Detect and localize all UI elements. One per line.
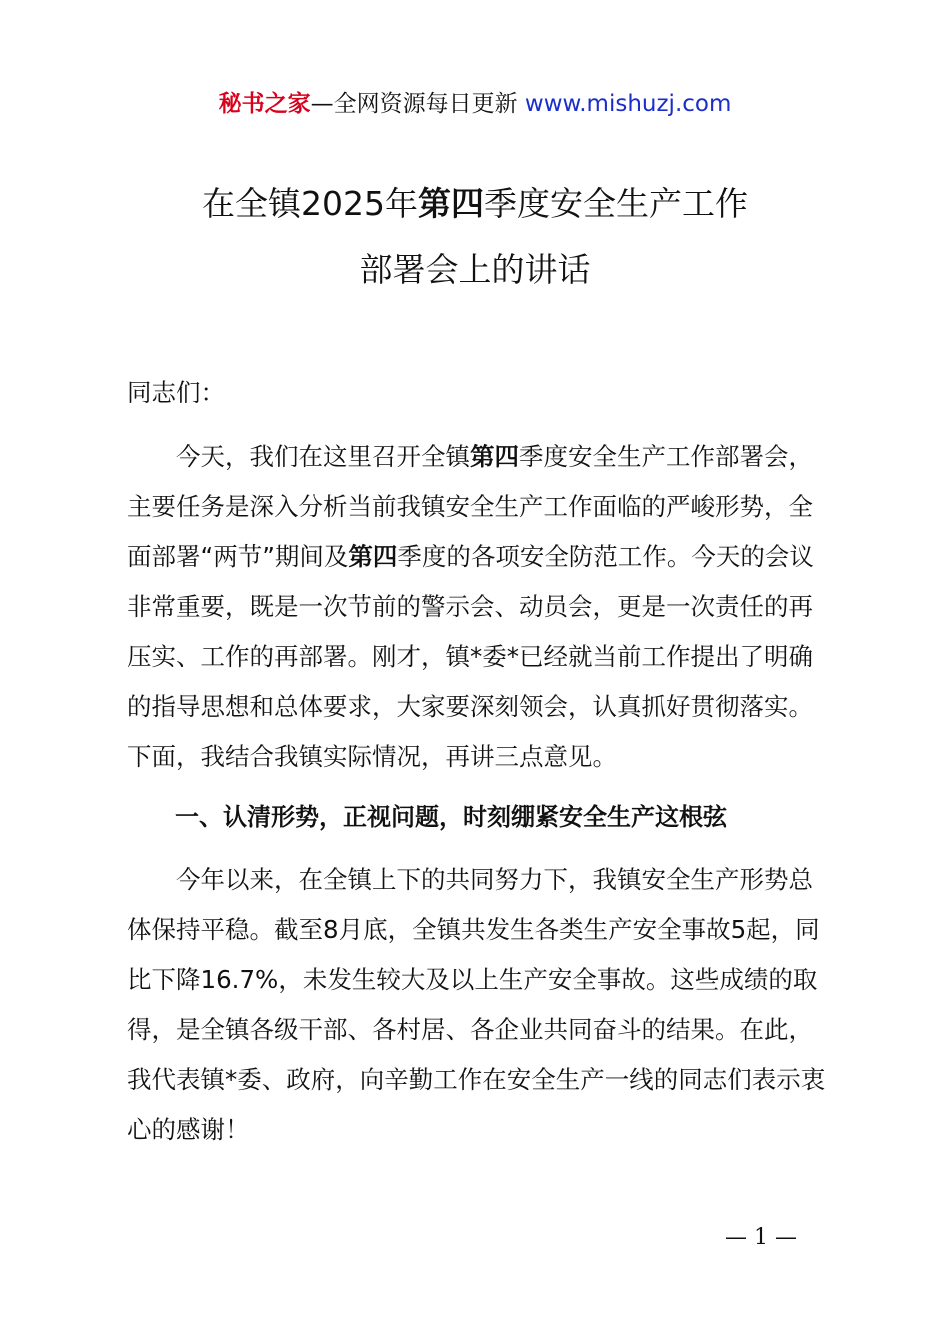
para1-bold-1: 第四 <box>470 442 519 471</box>
title-line-1 <box>0 180 950 228</box>
paragraph-intro <box>127 432 827 782</box>
para1-bold-2: 第四 <box>348 542 398 571</box>
para1-part-b: 季度安全生产工作部署会，主要任务是深入分析当前我镇安全生产工作面临的严峻形势，全面部署“两节”期间及 <box>127 442 813 571</box>
site-url-link[interactable]: www.mishuzj.com <box>524 91 732 117</box>
paragraph-situation: 今年以来，在全镇上下的共同努力下，我镇安全生产形势总体保持平稳。截至8月底，全镇共发生各类生产安全事故5起，同比下降16.7%，未发生较大及以上生产安全事故。这些成绩的取得，是全镇各级干部、各村居、各企业共同奋斗的结果。在此，我代表镇*委、政府，向辛勤工作在安全生产一线的同志们表示衷心的感谢！ <box>127 865 826 1144</box>
para1-part-a: 今天，我们在这里召开全镇 <box>176 442 470 471</box>
para1-part-c: 季度的各项安全防范工作。今天的会议非常重要，既是一次节前的警示会、动员会，更是一次责任的再压实、工作的再部署。刚才，镇*委*已经就当前工作提出了明确的指导思想和总体要求，大家要深刻领会，认真抓好贯彻落实。下面，我结合我镇实际情况，再讲三点意见。 <box>127 542 814 771</box>
page-number: — 1 — <box>725 1225 797 1250</box>
title-line-2: 部署会上的讲话 <box>359 250 591 289</box>
document-title <box>0 180 950 294</box>
header-tagline: —全网资源每日更新 <box>310 91 525 117</box>
title-line-1-bold: 第四 <box>417 184 484 223</box>
brand-name: 秘书之家 <box>218 91 311 117</box>
title-line-1-start: 在全镇2025年 <box>202 184 418 223</box>
title-line-1-end: 季度安全生产工作 <box>483 184 748 223</box>
salutation: 同志们： <box>127 378 225 407</box>
site-header <box>0 88 950 120</box>
section-heading-1: 一、认清形势，正视问题，时刻绷紧安全生产这根弦 <box>175 803 727 831</box>
